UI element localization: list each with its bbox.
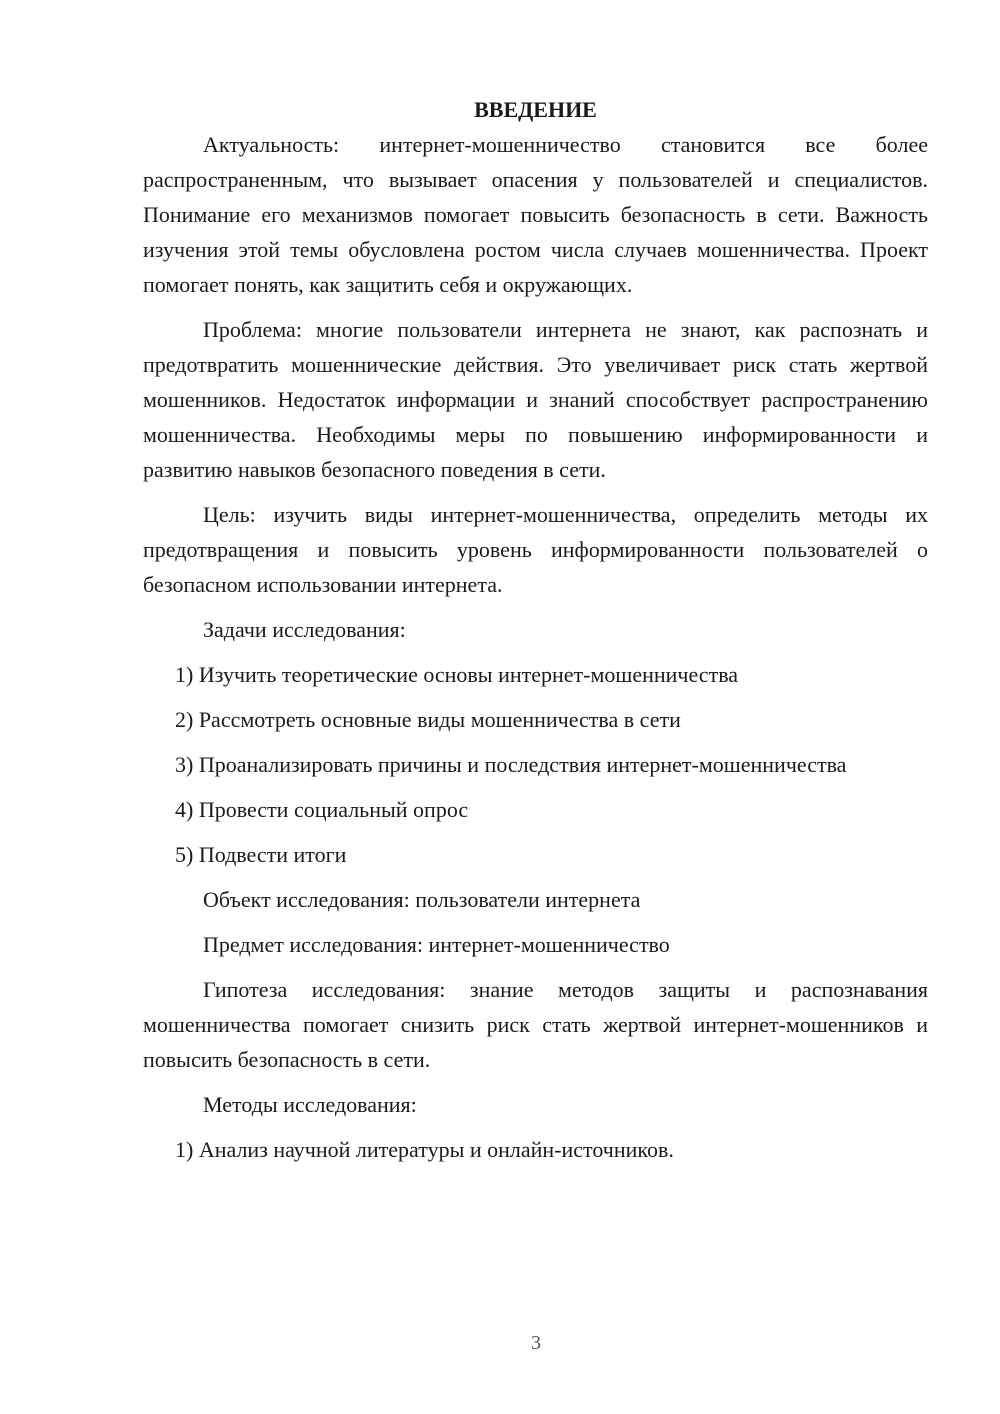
document-body (143, 92, 928, 1177)
task-item: 1) Изучить теоретические основы интернет-мошенничества (175, 662, 739, 687)
method-item: 1) Анализ научной литературы и онлайн-источников. (175, 1137, 674, 1162)
task-item: 5) Подвести итоги (175, 842, 347, 867)
hypothesis-paragraph: Гипотеза исследования: знание методов защиты и распознавания мошенничества помогает снизить риск стать жертвой интернет-мошенников и повысить безопасность в сети. (143, 977, 928, 1072)
methods-title: Методы исследования: (203, 1092, 417, 1117)
tasks-title: Задачи исследования: (203, 617, 406, 642)
task-item: 2) Рассмотреть основные виды мошенничества в сети (175, 707, 681, 732)
goal-paragraph: Цель: изучить виды интернет-мошенничества, определить методы их предотвращения и повысить уровень информированности пользователей о безопасном использовании интернета. (143, 502, 928, 597)
problem-paragraph: Проблема: многие пользователи интернета не знают, как распознать и предотвратить мошеннические действия. Это увеличивает риск стать жертвой мошенников. Недостаток информации и знаний способствует распространению мошенничества. Необходимы меры по повышению информированности и развитию навыков безопасного поведения в сети. (143, 317, 928, 482)
page-number: 3 (531, 1332, 541, 1354)
task-item: 3) Проанализировать причины и последствия интернет-мошенничества (175, 752, 847, 777)
task-item: 4) Провести социальный опрос (175, 797, 469, 822)
section-heading: ВВЕДЕНИЕ (474, 97, 597, 122)
relevance-paragraph: Актуальность: интернет-мошенничество становится все более распространенным, что вызывает опасения у пользователей и специалистов. Понимание его механизмов помогает повысить безопасность в сети. Важность изучения этой темы обусловлена ростом числа случаев мошенничества. Проект помогает понять, как защитить себя и окружающих. (143, 132, 928, 297)
research-object: Объект исследования: пользователи интернета (203, 887, 641, 912)
research-subject: Предмет исследования: интернет-мошенничество (203, 932, 670, 957)
